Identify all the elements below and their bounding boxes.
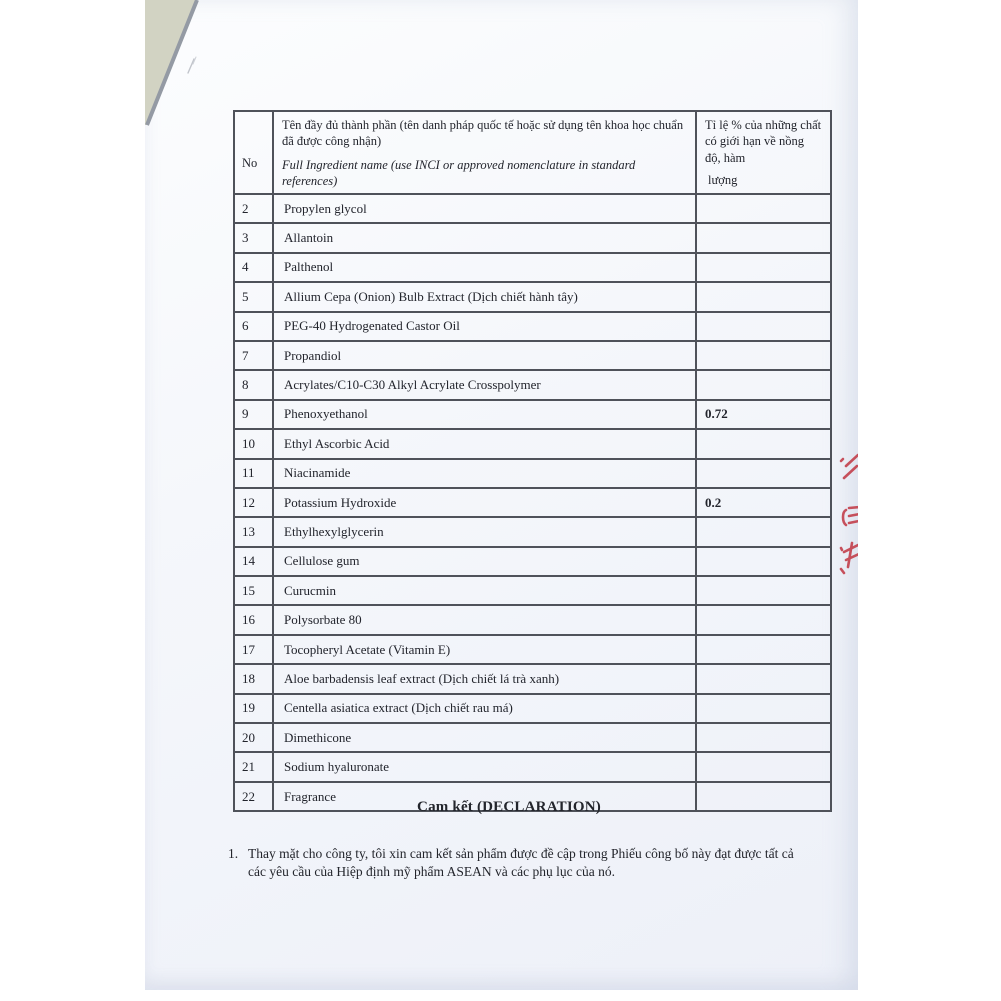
cell-name: Aloe barbadensis leaf extract (Dịch chiết lá trà xanh) xyxy=(273,664,696,693)
cell-ratio xyxy=(696,370,831,399)
header-ratio-text: Tỉ lệ % của những chất có giới hạn về nồng độ, hàm xyxy=(705,118,822,165)
cell-ratio: 0.2 xyxy=(696,488,831,517)
table-row xyxy=(234,635,831,664)
cell-name: Propylen glycol xyxy=(273,194,696,223)
table-row xyxy=(234,547,831,576)
table-row xyxy=(234,752,831,781)
cell-name: Tocopheryl Acetate (Vitamin E) xyxy=(273,635,696,664)
table-row xyxy=(234,282,831,311)
table-row xyxy=(234,194,831,223)
cell-name: Cellulose gum xyxy=(273,547,696,576)
scanned-page xyxy=(145,0,858,990)
cell-no: 19 xyxy=(234,694,273,723)
cell-no: 4 xyxy=(234,253,273,282)
cell-no: 22 xyxy=(234,782,273,811)
cell-no: 21 xyxy=(234,752,273,781)
table-row xyxy=(234,517,831,546)
cell-no: 12 xyxy=(234,488,273,517)
cell-name: Sodium hyaluronate xyxy=(273,752,696,781)
cell-ratio: 0.72 xyxy=(696,400,831,429)
ingredient-table xyxy=(233,110,832,812)
cell-name: Palthenol xyxy=(273,253,696,282)
cell-ratio xyxy=(696,605,831,634)
cell-no: 18 xyxy=(234,664,273,693)
cell-name: Niacinamide xyxy=(273,459,696,488)
table-row xyxy=(234,664,831,693)
header-no-label: No xyxy=(242,155,258,170)
cell-ratio xyxy=(696,576,831,605)
table-row xyxy=(234,694,831,723)
cell-ratio xyxy=(696,547,831,576)
cell-name: Potassium Hydroxide xyxy=(273,488,696,517)
red-stamp-fragments xyxy=(839,452,858,578)
cell-ratio xyxy=(696,253,831,282)
table-row xyxy=(234,370,831,399)
header-ratio-text-last: lượng xyxy=(708,172,738,187)
table-header-row xyxy=(234,111,831,194)
cell-no: 14 xyxy=(234,547,273,576)
cell-name: Dimethicone xyxy=(273,723,696,752)
table-row xyxy=(234,312,831,341)
cell-ratio xyxy=(696,459,831,488)
table-row xyxy=(234,459,831,488)
cell-name: Phenoxyethanol xyxy=(273,400,696,429)
cell-no: 20 xyxy=(234,723,273,752)
table-row xyxy=(234,605,831,634)
cell-no: 17 xyxy=(234,635,273,664)
table-row xyxy=(234,253,831,282)
cell-no: 8 xyxy=(234,370,273,399)
cell-no: 9 xyxy=(234,400,273,429)
cell-name: Polysorbate 80 xyxy=(273,605,696,634)
header-name-english: Full Ingredient name (use INCI or approved nomenclature in standard references) xyxy=(282,157,636,188)
cell-ratio xyxy=(696,694,831,723)
table-row xyxy=(234,341,831,370)
cell-ratio xyxy=(696,194,831,223)
cell-no: 11 xyxy=(234,459,273,488)
cell-ratio xyxy=(696,312,831,341)
cell-no: 10 xyxy=(234,429,273,458)
declaration-item xyxy=(228,845,794,881)
cell-no: 3 xyxy=(234,223,273,252)
cell-ratio xyxy=(696,635,831,664)
table-row xyxy=(234,723,831,752)
table-row xyxy=(234,576,831,605)
cell-name: Centella asiatica extract (Dịch chiết rau má) xyxy=(273,694,696,723)
cell-name: Curucmin xyxy=(273,576,696,605)
cell-name: Ethylhexylglycerin xyxy=(273,517,696,546)
cell-no: 13 xyxy=(234,517,273,546)
declaration-title: Cam kết (DECLARATION) xyxy=(417,799,601,815)
cell-no: 2 xyxy=(234,194,273,223)
cell-name: Allantoin xyxy=(273,223,696,252)
cell-name: Ethyl Ascorbic Acid xyxy=(273,429,696,458)
cell-ratio xyxy=(696,282,831,311)
cell-no: 5 xyxy=(234,282,273,311)
declaration-item-text: Thay mặt cho công ty, tôi xin cam kết sản phẩm được đề cập trong Phiếu công bố này đạt được tất cả các yêu cầu của Hiệp định mỹ phẩm ASEAN và các phụ lục của nó. xyxy=(248,846,794,879)
cell-ratio xyxy=(696,429,831,458)
header-ingredient-name xyxy=(273,111,696,194)
cell-name: PEG-40 Hydrogenated Castor Oil xyxy=(273,312,696,341)
ingredient-table-body xyxy=(234,194,831,811)
table-row xyxy=(234,400,831,429)
cell-ratio xyxy=(696,723,831,752)
header-no xyxy=(234,111,273,194)
cell-ratio xyxy=(696,341,831,370)
cell-no: 6 xyxy=(234,312,273,341)
table-row xyxy=(234,223,831,252)
pencil-mark xyxy=(185,53,201,75)
cell-name: Acrylates/C10-C30 Alkyl Acrylate Crosspolymer xyxy=(273,370,696,399)
cell-no: 16 xyxy=(234,605,273,634)
cell-no: 7 xyxy=(234,341,273,370)
cell-ratio xyxy=(696,223,831,252)
cell-ratio xyxy=(696,664,831,693)
declaration-item-number: 1. xyxy=(228,846,239,861)
cell-name: Propandiol xyxy=(273,341,696,370)
cell-name: Fragrance xyxy=(273,782,696,811)
cell-no: 15 xyxy=(234,576,273,605)
header-name-vietnamese: Tên đầy đủ thành phần (tên danh pháp quốc tế hoặc sử dụng tên khoa học chuẩn đã được công nhận) xyxy=(282,118,684,149)
cell-name: Allium Cepa (Onion) Bulb Extract (Dịch chiết hành tây) xyxy=(273,282,696,311)
table-row xyxy=(234,429,831,458)
cell-ratio xyxy=(696,752,831,781)
table-row xyxy=(234,488,831,517)
header-ratio-percent xyxy=(696,111,831,194)
cell-ratio xyxy=(696,517,831,546)
